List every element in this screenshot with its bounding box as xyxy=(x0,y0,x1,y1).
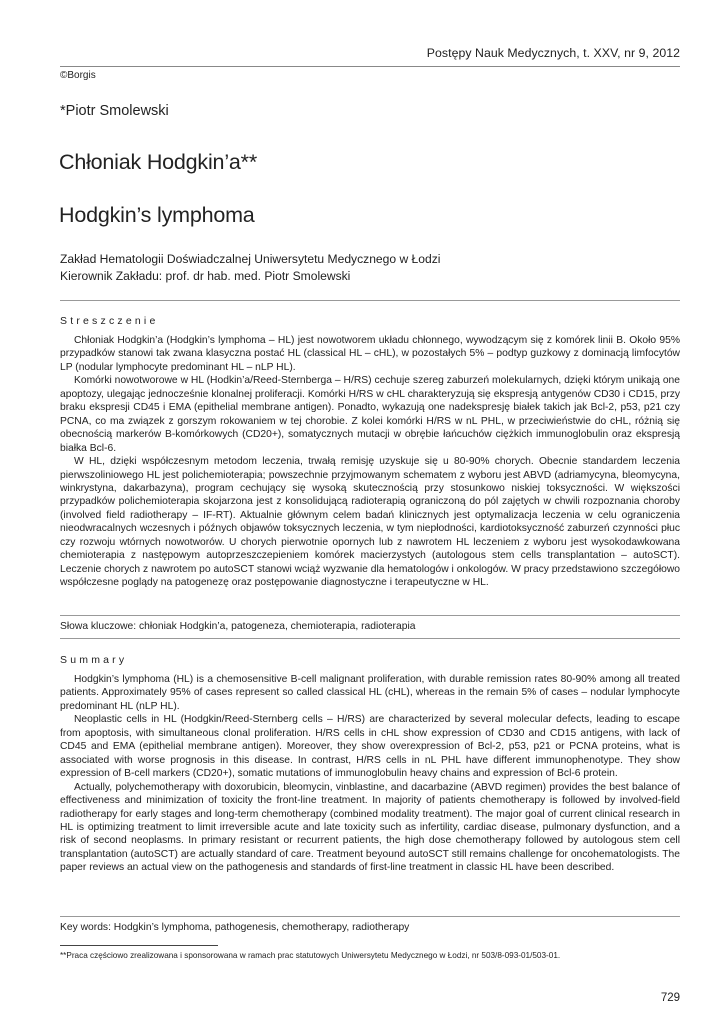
running-head-journal: Postępy Nauk Medycznych, t. XXV, nr 9, 2012 xyxy=(426,46,680,60)
title-english: Hodgkin’s lymphoma xyxy=(59,203,255,227)
streszczenie-paragraph-3: W HL, dzięki współczesnym metodom leczenia, trwałą remisję uzyskuje się u 80-90% chorych. Obecnie standardem leczenia pierwszoliniowego HL jest polichemioterapia; powszechnie przyjmowanym schematem z wyboru jest ABVD (adriamycyna, bleomycyna, winkrystyna, dakarbazyna), program cechujący się wysoką skutecznością przy stosunkowo niskiej toksyczności. W większości przypadków polichemioterapia skojarzona jest z konsolidującą radioterapią ograniczoną do pól zajętych w chwili rozpoznania choroby (involved field radiotherapy – IF-RT). Aktualnie głównym celem badań klinicznych jest optymalizacja leczenia w celu ograniczenia nieodwracalnych wczesnych i późnych objawów toksycznych leczenia, w tym niepłodności, kardiotoksyczność zaburzeń czynności płuc czy rozwoju wtórnych nowotworów. U chorych pierwotnie opornych lub z nawrotem HL leczeniem z wyboru jest wysokodawkowana chemioterapia z następowym autoprzeszczepieniem komórek macierzystych (autologous stem cells transplantation – autoSCT). Leczenie chorych z nawrotem po autoSCT stanowi wciąż wyzwanie dla hematologów i onkologów. W pracy przedstawiono szczegółowo współczesne poglądy na patogenezę oraz postępowanie diagnostyczne i terapeutyczne w HL. xyxy=(60,456,680,589)
streszczenie-paragraph-2: Komórki nowotworowe w HL (Hodkin’a/Reed-Sternberga – H/RS) cechuje szereg zaburzeń molekularnych, dzięki którym unikają one apoptozy, ulegając jednocześnie klonalnej proliferacji. Komórki H/RS w cHL charakteryzują się ekspresją antygenów CD30 i CD15, przy braku ekspresji CD45 i EMA (epithelial membrane antigen). Ponadto, wykazują one nadekspresję białek takich jak Bcl-2, p53, p21 czy PCNA, co ma związek z gorszym rokowaniem w tej chorobie. Z kolei komórki H/RS w nL PHL, w przeciwieństwie do cHL, różnią się obecnością markerów B-komórkowych (CD20+), somatycznych mutacji w obrębie łańcuchów ciężkich immunoglobulin oraz ekspresją białka Bcl-6. xyxy=(60,375,680,454)
footnote-rule xyxy=(60,945,218,946)
copyright-notice: ©Borgis xyxy=(60,70,96,81)
summary-body xyxy=(60,673,680,875)
streszczenie-heading: Streszczenie xyxy=(60,315,159,327)
title-polish: Chłoniak Hodgkin’a** xyxy=(59,150,257,174)
author-name: *Piotr Smolewski xyxy=(60,103,169,119)
affiliation-block xyxy=(60,251,440,284)
summary-paragraph-2: Neoplastic cells in HL (Hodgkin/Reed-Sternberg cells – H/RS) are characterized by several molecular defects, leading to escape from apoptosis, with simultaneous clonal proliferation. H/RS cells in cHL show expression of CD30 and CD15 antigens, with lack of CD45 and EMA (epithelial membrane antigen). Moreover, they show overexpression of Bcl-2, p53, p21 or PCNA proteins, what is associated with worse prognosis in this disease. In contrast, H/RS cells in nL PHL have different immunophenotype. They show expression of B-cell markers (CD20+), somatic mutations of immunoglobulin heavy chains and expression of Bcl-6 protein. xyxy=(60,714,680,780)
keywords-english: Key words: Hodgkin’s lymphoma, pathogenesis, chemotherapy, radiotherapy xyxy=(60,922,410,933)
keywords-rule-bottom-pl xyxy=(60,638,680,639)
streszczenie-body xyxy=(60,334,680,590)
streszczenie-paragraph-1: Chłoniak Hodgkin’a (Hodgkin’s lymphoma – HL) jest nowotworem układu chłonnego, wywodzącym się z komórek linii B. Około 95% przypadków stanowi tak zwana klasyczna postać HL (classical HL – cHL), w pozostałych 5% – podtyp guzkowy z dominacją limfocytów LP (nodular lymphocyte predominant HL – nLP HL). xyxy=(60,335,680,373)
page-number: 729 xyxy=(660,992,680,1004)
footnote-funding: **Praca częściowo zrealizowana i sponsorowana w ramach prac statutowych Uniwersytetu Medycznego w Łodzi, nr 503/8-093-01/503-01. xyxy=(60,951,561,960)
section-rule-streszczenie xyxy=(60,300,680,301)
summary-paragraph-3: Actually, polychemotherapy with doxorubicin, bleomycin, vinblastine, and dacarbazine (ABVD regimen) provides the best balance of effectiveness and minimization of toxicity the front-line treatment. In majority of patients chemotherapy is followed by involved-field radiotherapy for early stages and long-term chemotherapy (combined modality treatment). The major goal of current clinical research in HL is optimizing treatment to limit irreversible acute and late toxicity such as infertility, cardiac disease, pulmonary dysfunction, and a risk of second neoplasms. In primary resistant or recurrent patients, the high dose chemotherapy followed by autologous stem cell transplantation (autoSCT) are actually standard of care. Treatment beyound autoSCT still remains challenge for oncohematologists. The paper reviews an actual view on the pathogenesis and standards of first-line treatment in classic HL have been described. xyxy=(60,781,680,874)
header-rule xyxy=(60,66,680,67)
summary-paragraph-1: Hodgkin’s lymphoma (HL) is a chemosensitive B-cell malignant proliferation, with durable remission rates 80-90% among all treated patients. Approximately 95% of cases represent so called classical HL (cHL), whereas in the remain 5% of cases – nodular lymphocyte predominant HL (nLP HL). xyxy=(60,674,680,712)
keywords-rule-top-en xyxy=(60,916,680,917)
summary-heading: Summary xyxy=(60,654,128,666)
keywords-polish: Słowa kluczowe: chłoniak Hodgkin’a, patogeneza, chemioterapia, radioterapia xyxy=(60,621,416,632)
department-head-line: Kierownik Zakładu: prof. dr hab. med. Piotr Smolewski xyxy=(60,268,351,283)
keywords-rule-top-pl xyxy=(60,615,680,616)
affiliation-line: Zakład Hematologii Doświadczalnej Uniwersytetu Medycznego w Łodzi xyxy=(60,252,441,266)
